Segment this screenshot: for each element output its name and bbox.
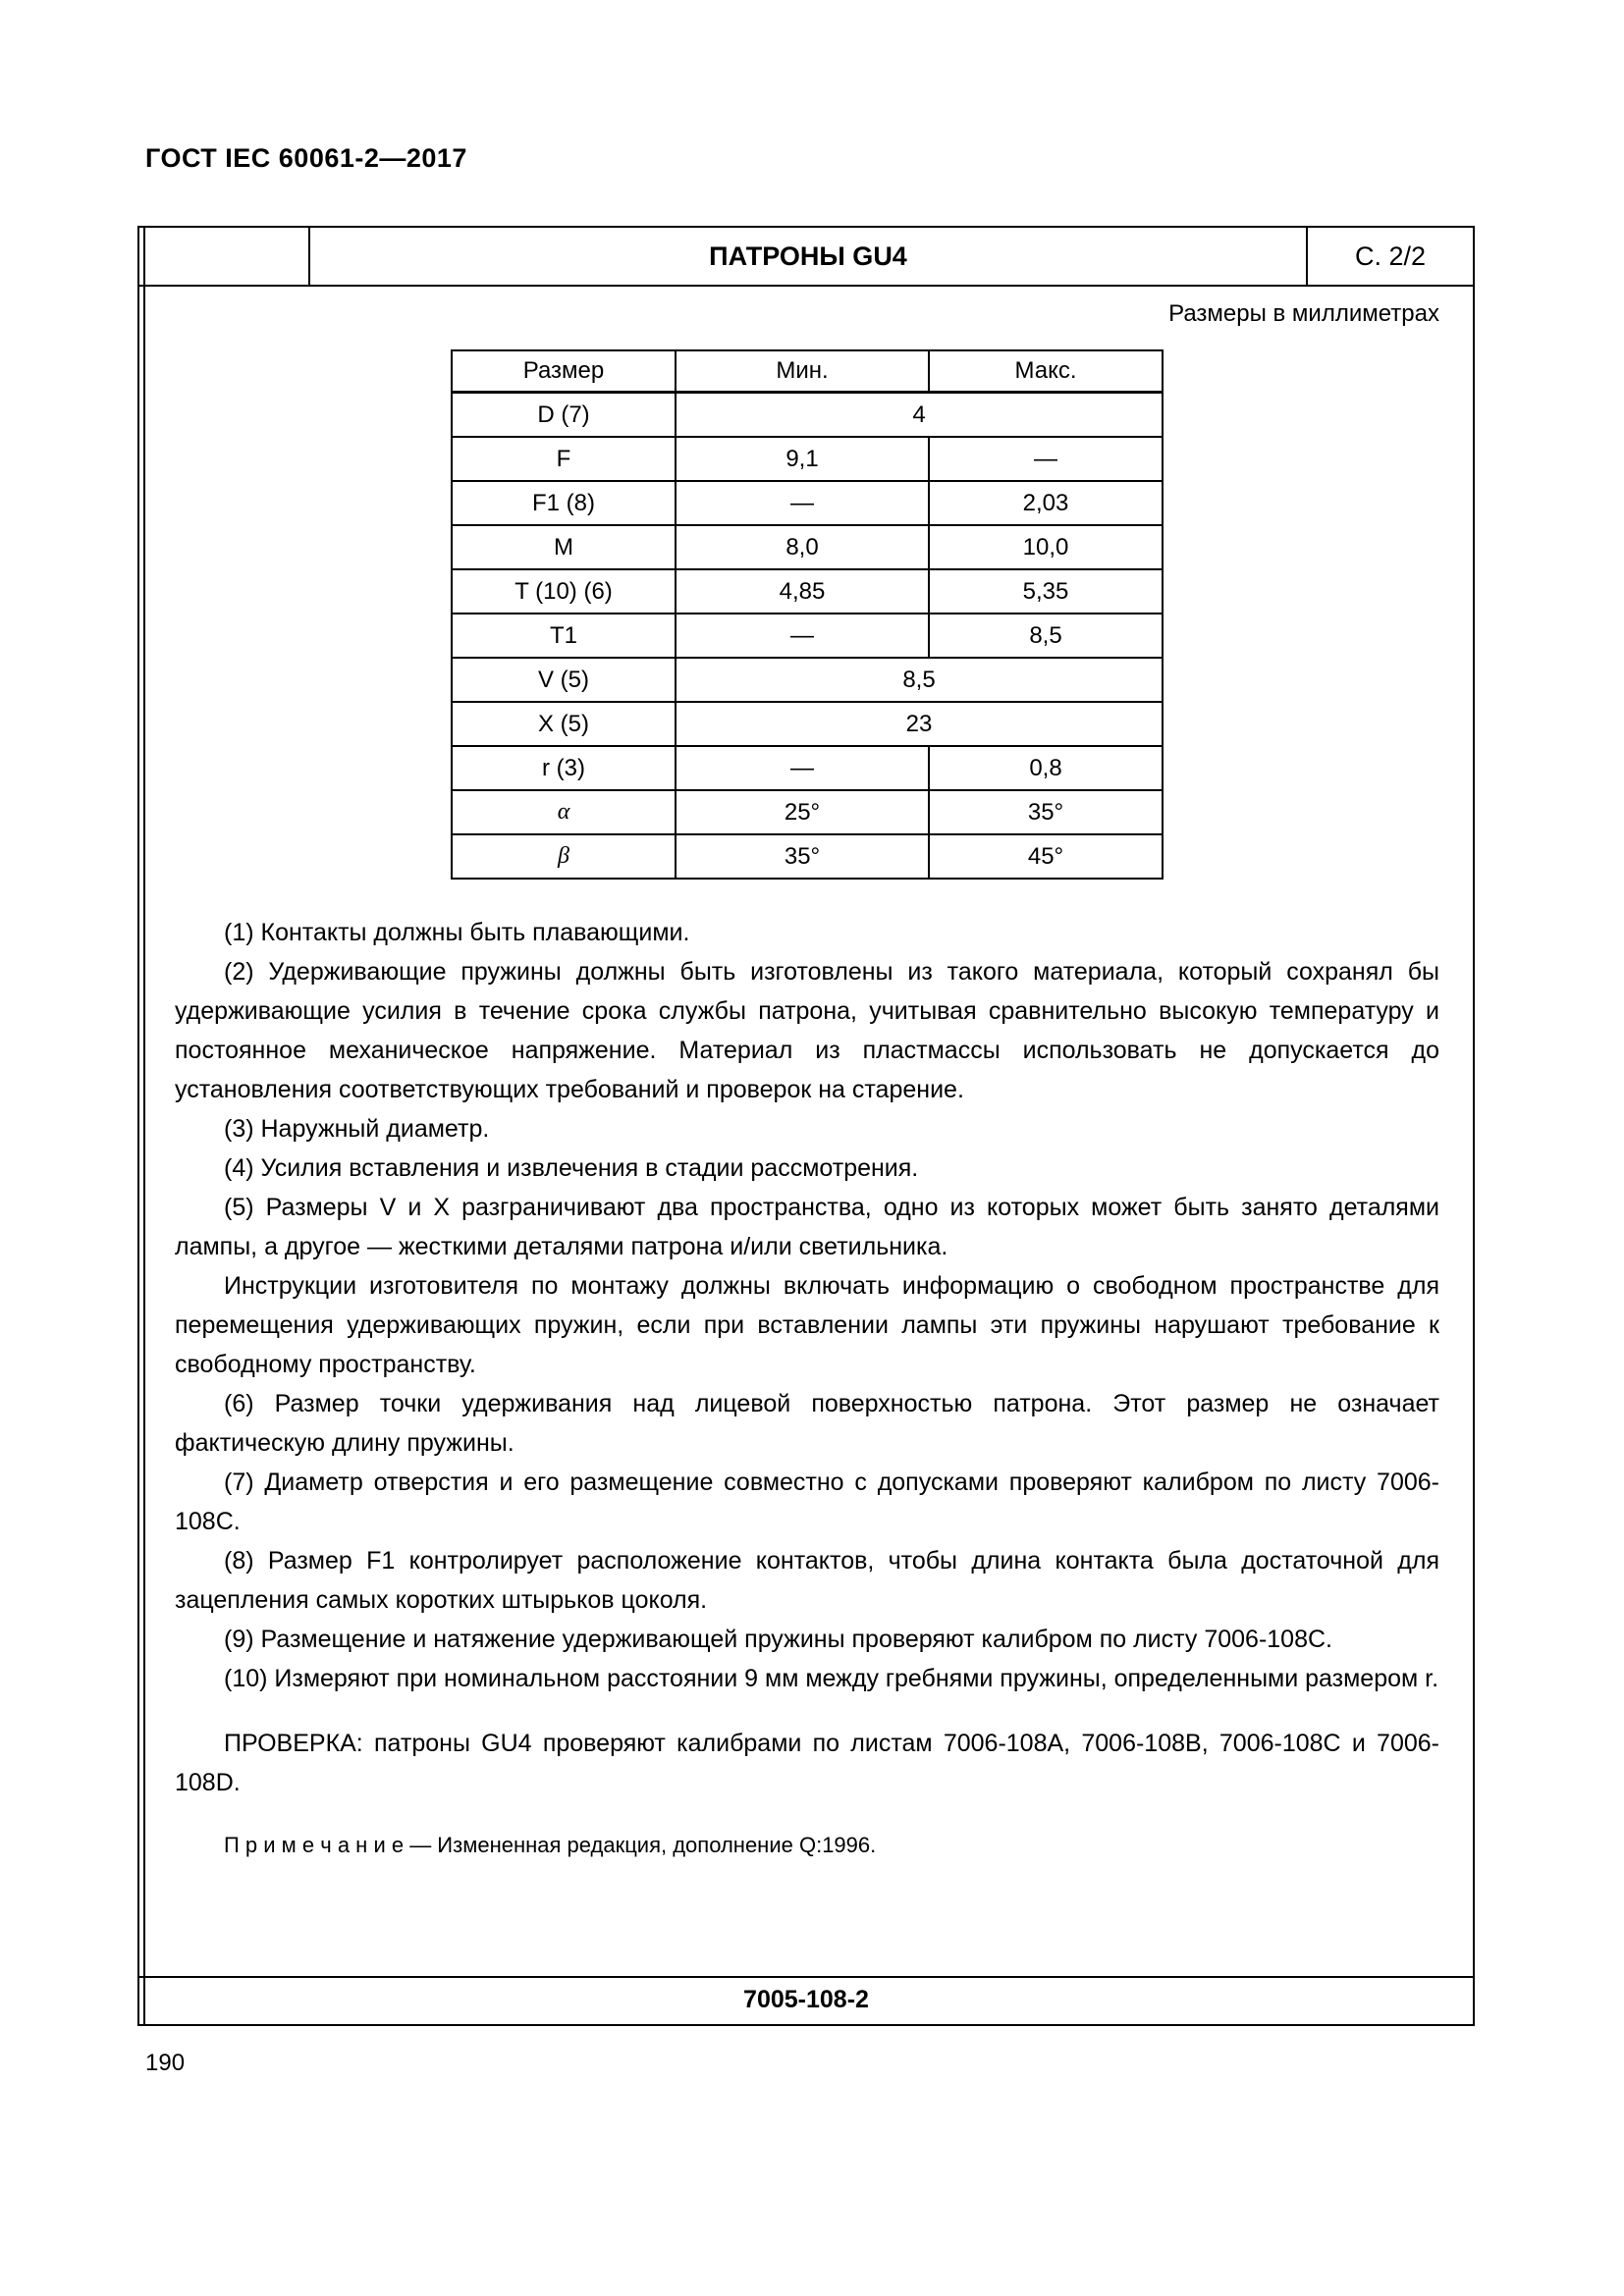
note-paragraph: Инструкции изготовителя по монтажу должны включать информацию о свободном пространстве для перемещения удерживающих пружин, если при вставлении лампы эти пружины нарушают требование к свободному пространству. <box>175 1272 1439 1378</box>
table-row <box>452 525 1163 569</box>
sheet-body <box>139 287 1473 1976</box>
dimension-value-cell: 9,1 <box>676 437 929 481</box>
table-row <box>452 790 1163 834</box>
dimension-value-cell: — <box>929 437 1163 481</box>
dimension-value-cell: 35° <box>676 834 929 879</box>
note-paragraph: (6) Размер точки удерживания над лицевой поверхностью патрона. Этот размер не означает фактическую длину пружины. <box>175 1390 1439 1457</box>
note-paragraph: (2) Удерживающие пружины должны быть изготовлены из такого материала, который сохранял бы удерживающие усилия в течение срока службы патрона, учитывая сравнительно высокую температуру и постоянное механическое напряжение. Материал из пластмассы использовать не допускается до установления соответствующих требований и проверок на старение. <box>175 958 1439 1103</box>
dimension-name-cell: F <box>452 437 676 481</box>
sheet-title: ПАТРОНЫ GU4 <box>709 240 907 271</box>
dimension-value-cell: 2,03 <box>929 481 1163 525</box>
table-row <box>452 834 1163 879</box>
dimension-value-cell: — <box>676 614 929 658</box>
dimension-name-cell: F1 (8) <box>452 481 676 525</box>
col-header-max: Макс. <box>929 350 1163 393</box>
sheet-number: 7005-108-2 <box>743 1986 869 2013</box>
dimension-value-cell: 35° <box>929 790 1163 834</box>
table-row <box>452 746 1163 790</box>
note-paragraph: (9) Размещение и натяжение удерживающей пружины проверяют калибром по листу 7006-108С. <box>224 1626 1332 1653</box>
sheet-header-empty-cell <box>139 228 310 285</box>
dimensions-table <box>451 349 1164 880</box>
note-paragraph: (3) Наружный диаметр. <box>224 1115 490 1143</box>
dimension-value-cell: 5,35 <box>929 569 1163 614</box>
sheet-page-ref: С. 2/2 <box>1306 228 1473 285</box>
dimension-name-cell: T1 <box>452 614 676 658</box>
dimension-value-cell: 8,0 <box>676 525 929 569</box>
standard-designation: ГОСТ IEC 60061-2—2017 <box>145 143 467 173</box>
dimension-value-cell: 0,8 <box>929 746 1163 790</box>
dimension-value-cell: 23 <box>676 702 1163 746</box>
dimension-name-cell: V (5) <box>452 658 676 702</box>
table-header-row <box>452 350 1163 393</box>
dimension-name-cell: β <box>452 834 676 879</box>
note-paragraph: (1) Контакты должны быть плавающими. <box>224 919 690 946</box>
dimension-value-cell: 4 <box>676 393 1163 438</box>
dimension-value-cell: 8,5 <box>676 658 1163 702</box>
dimension-value-cell: — <box>676 746 929 790</box>
note-remark: П р и м е ч а н и е — Измененная редакция, дополнение Q:1996. <box>224 1833 877 1857</box>
standard-sheet-frame <box>137 226 1475 2026</box>
table-row <box>452 481 1163 525</box>
dimension-value-cell: 45° <box>929 834 1163 879</box>
dimension-name-cell: D (7) <box>452 393 676 438</box>
dimension-name-cell: M <box>452 525 676 569</box>
table-row <box>452 658 1163 702</box>
sheet-header <box>139 228 1473 287</box>
table-row <box>452 702 1163 746</box>
note-paragraph: (5) Размеры V и X разграничивают два пространства, одно из которых может быть занято деталями лампы, а другое — жесткими деталями патрона и/или светильника. <box>175 1194 1439 1260</box>
notes-section <box>175 913 1439 1865</box>
note-paragraph: (4) Усилия вставления и извлечения в стадии рассмотрения. <box>224 1154 919 1182</box>
note-paragraph: (7) Диаметр отверстия и его размещение совместно с допусками проверяют калибром по листу 7006-108С. <box>175 1468 1439 1535</box>
note-paragraph: ПРОВЕРКА: патроны GU4 проверяют калибрами по листам 7006-108А, 7006-108В, 7006-108С и 7006-108D. <box>175 1730 1439 1796</box>
dimension-value-cell: 25° <box>676 790 929 834</box>
note-paragraph: (8) Размер F1 контролирует расположение контактов, чтобы длина контакта была достаточной для зацепления самых коротких штырьков цоколя. <box>175 1547 1439 1614</box>
dimension-value-cell: 8,5 <box>929 614 1163 658</box>
table-row <box>452 437 1163 481</box>
dimension-value-cell: 10,0 <box>929 525 1163 569</box>
page-number: 190 <box>145 2050 186 2076</box>
dimension-value-cell: — <box>676 481 929 525</box>
dimension-name-cell: T (10) (6) <box>452 569 676 614</box>
col-header-min: Мин. <box>676 350 929 393</box>
dimension-name-cell: α <box>452 790 676 834</box>
sheet-footer <box>139 1976 1473 2024</box>
table-row <box>452 393 1163 438</box>
table-row <box>452 569 1163 614</box>
units-note: Размеры в миллиметрах <box>1168 300 1439 327</box>
dimension-value-cell: 4,85 <box>676 569 929 614</box>
table-row <box>452 614 1163 658</box>
dimension-name-cell: X (5) <box>452 702 676 746</box>
col-header-size: Размер <box>452 350 676 393</box>
note-paragraph: (10) Измеряют при номинальном расстоянии 9 мм между гребнями пружины, определенными размером r. <box>224 1665 1439 1692</box>
dimension-name-cell: r (3) <box>452 746 676 790</box>
